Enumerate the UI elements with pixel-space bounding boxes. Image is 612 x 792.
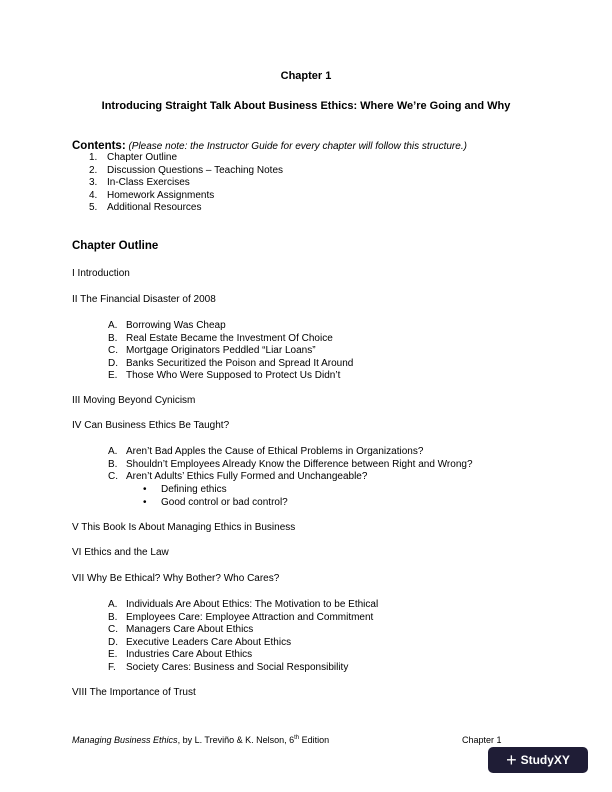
outline-subitem [108,358,353,371]
subitem-text: Aren’t Adults’ Ethics Fully Formed and Unchangeable? [126,471,368,482]
subitem-text: Shouldn’t Employees Already Know the Difference between Right and Wrong? [126,458,473,470]
footer-chapter: Chapter 1 [462,735,502,745]
subitem-text: Industries Care About Ethics [126,649,253,660]
studyxy-logo[interactable] [488,747,588,773]
subitem-text: Those Who Were Supposed to Protect Us Didn’t [126,370,341,381]
section-4-list [108,446,473,484]
outline-subitem [108,662,378,675]
subitem-text: Borrowing Was Cheap [126,320,226,331]
outline-section-3: III Moving Beyond Cynicism [72,395,196,406]
document-title: Introducing Straight Talk About Business Ethics: Where We’re Going and Why [101,100,511,112]
contents-item [89,165,283,178]
subitem-letter: A. [108,446,118,457]
subitem-text: Individuals Are About Ethics: The Motivation to be Ethical [126,599,379,610]
logo-text: StudyXY [520,753,570,767]
bullet-text: Good control or bad control? [161,496,288,508]
subitem-letter: D. [108,357,118,369]
contents-label: Contents: [72,140,126,152]
subitem-text: Mortgage Originators Peddled “Liar Loans” [126,345,316,356]
outline-section-1: I Introduction [72,268,130,279]
subitem-letter: D. [108,636,118,648]
contents-heading [72,140,467,152]
outline-section-7: VII Why Be Ethical? Why Bother? Who Cares? [72,573,280,584]
chapter-outline-heading: Chapter Outline [72,240,159,252]
contents-item-text: Discussion Questions – Teaching Notes [107,164,284,176]
subitem-letter: E. [108,649,118,660]
bullet-item [143,484,288,497]
outline-section-2: II The Financial Disaster of 2008 [72,294,216,305]
bullet-text: Defining ethics [161,484,227,495]
outline-subitem [108,612,378,625]
outline-subitem [108,471,473,484]
bullet-icon: • [143,484,147,495]
subitem-text: Real Estate Became the Investment Of Choice [126,332,333,344]
subitem-letter: A. [108,320,118,331]
contents-item-number: 5. [89,202,98,213]
subitem-letter: B. [108,458,118,470]
contents-item-number: 4. [89,189,98,201]
subitem-letter: B. [108,332,118,344]
subitem-letter: A. [108,599,118,610]
outline-section-6: VI Ethics and the Law [72,547,169,558]
outline-subitem [108,637,378,650]
contents-item [89,152,283,165]
subitem-letter: F. [108,661,116,673]
contents-item [89,202,283,215]
contents-item [89,190,283,203]
subitem-text: Society Cares: Business and Social Responsibility [126,661,349,673]
contents-item-text: In-Class Exercises [107,177,190,188]
section-4-bullets [143,484,288,509]
section-7-list [108,599,378,674]
contents-note: (Please note: the Instructor Guide for every chapter will follow this structure.) [128,141,467,152]
contents-item-number: 1. [89,152,98,163]
contents-list [89,152,283,215]
subitem-letter: C. [108,471,118,482]
outline-section-4: IV Can Business Ethics Be Taught? [72,420,230,431]
outline-subitem [108,599,378,612]
contents-item-text: Chapter Outline [107,152,178,163]
outline-subitem [108,370,353,383]
contents-item-number: 2. [89,164,98,176]
outline-subitem [108,320,353,333]
subitem-letter: C. [108,624,118,635]
outline-subitem [108,345,353,358]
outline-subitem [108,649,378,662]
contents-item [89,177,283,190]
outline-subitem [108,446,473,459]
contents-item-text: Additional Resources [107,202,202,213]
chapter-label: Chapter 1 [280,70,332,82]
outline-subitem [108,624,378,637]
contents-item-text: Homework Assignments [107,189,215,201]
subitem-text: Banks Securitized the Poison and Spread It Around [126,357,354,369]
bullet-icon: • [143,496,147,508]
book-title: Managing Business Ethics [72,735,178,745]
subitem-text: Executive Leaders Care About Ethics [126,636,292,648]
subitem-letter: C. [108,345,118,356]
footer-citation: Managing Business Ethics, by L. Treviño & K. Nelson, 6th Edition [72,735,330,745]
subitem-text: Aren’t Bad Apples the Cause of Ethical Problems in Organizations? [126,446,424,457]
plus-icon: + [506,750,517,770]
subitem-letter: B. [108,611,118,623]
bullet-item [143,497,288,510]
outline-subitem [108,459,473,472]
subitem-letter: E. [108,370,118,381]
outline-section-8: VIII The Importance of Trust [72,687,196,698]
outline-subitem [108,333,353,346]
subitem-text: Managers Care About Ethics [126,624,254,635]
subitem-text: Employees Care: Employee Attraction and Commitment [126,611,374,623]
section-2-list [108,320,353,383]
outline-section-5: V This Book Is About Managing Ethics in Business [72,522,296,533]
contents-item-number: 3. [89,177,98,188]
